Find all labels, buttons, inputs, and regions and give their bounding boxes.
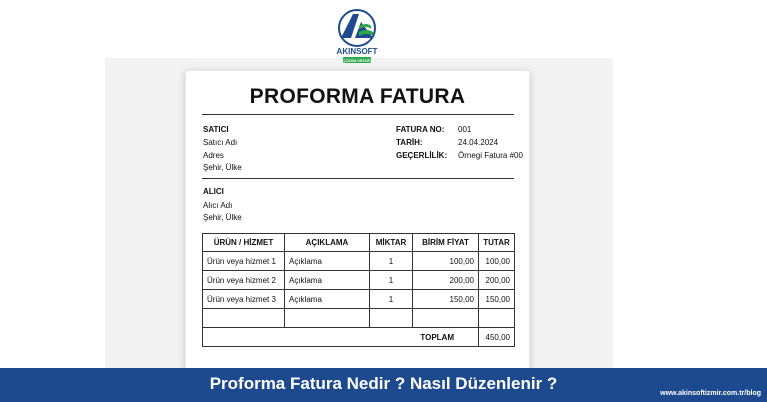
banner-title: Proforma Fatura Nedir ? Nasıl Düzenlenir ?: [209, 374, 558, 393]
cell-amount: 100,00: [479, 252, 515, 271]
cell-unit-price: 200,00: [413, 271, 479, 290]
invoice-date-label: TARİH:: [396, 138, 423, 147]
invoice-number-label: FATURA NO:: [396, 125, 445, 134]
column-header-product: ÜRÜN / HİZMET: [203, 234, 285, 252]
invoice-title: PROFORMA FATURA: [249, 85, 466, 108]
table-row: [203, 271, 515, 290]
cell-description: Açıklama: [285, 271, 370, 290]
buyer-city: Şehir, Ülke: [203, 213, 242, 222]
invoice-validity-value: Örnegi Fatura #00: [458, 151, 523, 160]
logo-text: AKINSOFT: [336, 47, 378, 56]
footer-banner: [0, 368, 767, 402]
cell-description: Açıklama: [285, 252, 370, 271]
cell-quantity: 1: [370, 290, 413, 309]
buyer-name: Alıcı Adı: [203, 201, 233, 210]
total-label: TOPLAM: [203, 328, 479, 347]
invoice-sheet: [185, 70, 530, 370]
blog-url[interactable]: www.akinsoftizmir.com.tr/blog: [660, 390, 761, 397]
items-table: [202, 233, 515, 347]
cell-product: Ürün veya hizmet 3: [203, 290, 285, 309]
cell-quantity: 1: [370, 252, 413, 271]
cell-product: Ürün veya hizmet 1: [203, 252, 285, 271]
invoice-validity-label: GEÇERLİLİK:: [396, 151, 448, 160]
cell-unit-price: 100,00: [413, 252, 479, 271]
column-header-description: AÇIKLAMA: [285, 234, 370, 252]
cell-quantity: 1: [370, 271, 413, 290]
total-value: 450,00: [479, 328, 515, 347]
invoice-date-value: 24.04.2024: [458, 138, 499, 147]
cell-unit-price: 150,00: [413, 290, 479, 309]
column-header-unit-price: BİRİM FİYAT: [413, 234, 479, 252]
akinsoft-logo: [329, 8, 385, 66]
seller-name: Satıcı Adı: [203, 138, 238, 147]
invoice-number-value: 001: [458, 125, 472, 134]
cell-description: Açıklama: [285, 290, 370, 309]
table-row: [203, 252, 515, 271]
title-divider: [202, 114, 514, 115]
seller-address: Adres: [203, 151, 224, 160]
table-total-row: [203, 328, 515, 347]
cell-amount: 150,00: [479, 290, 515, 309]
cell-amount: 200,00: [479, 271, 515, 290]
cell-product: Ürün veya hizmet 2: [203, 271, 285, 290]
seller-city: Şehir, Ülke: [203, 163, 242, 172]
table-row-empty: [203, 309, 515, 328]
table-header-row: [203, 234, 515, 252]
buyer-heading: ALICI: [203, 187, 224, 196]
logo-subtext: ÇÖZÜM ORTAĞI: [343, 59, 371, 63]
seller-heading: SATICI: [203, 125, 229, 134]
table-row: [203, 290, 515, 309]
seller-divider: [202, 178, 514, 179]
column-header-amount: TUTAR: [479, 234, 515, 252]
column-header-quantity: MİKTAR: [370, 234, 413, 252]
